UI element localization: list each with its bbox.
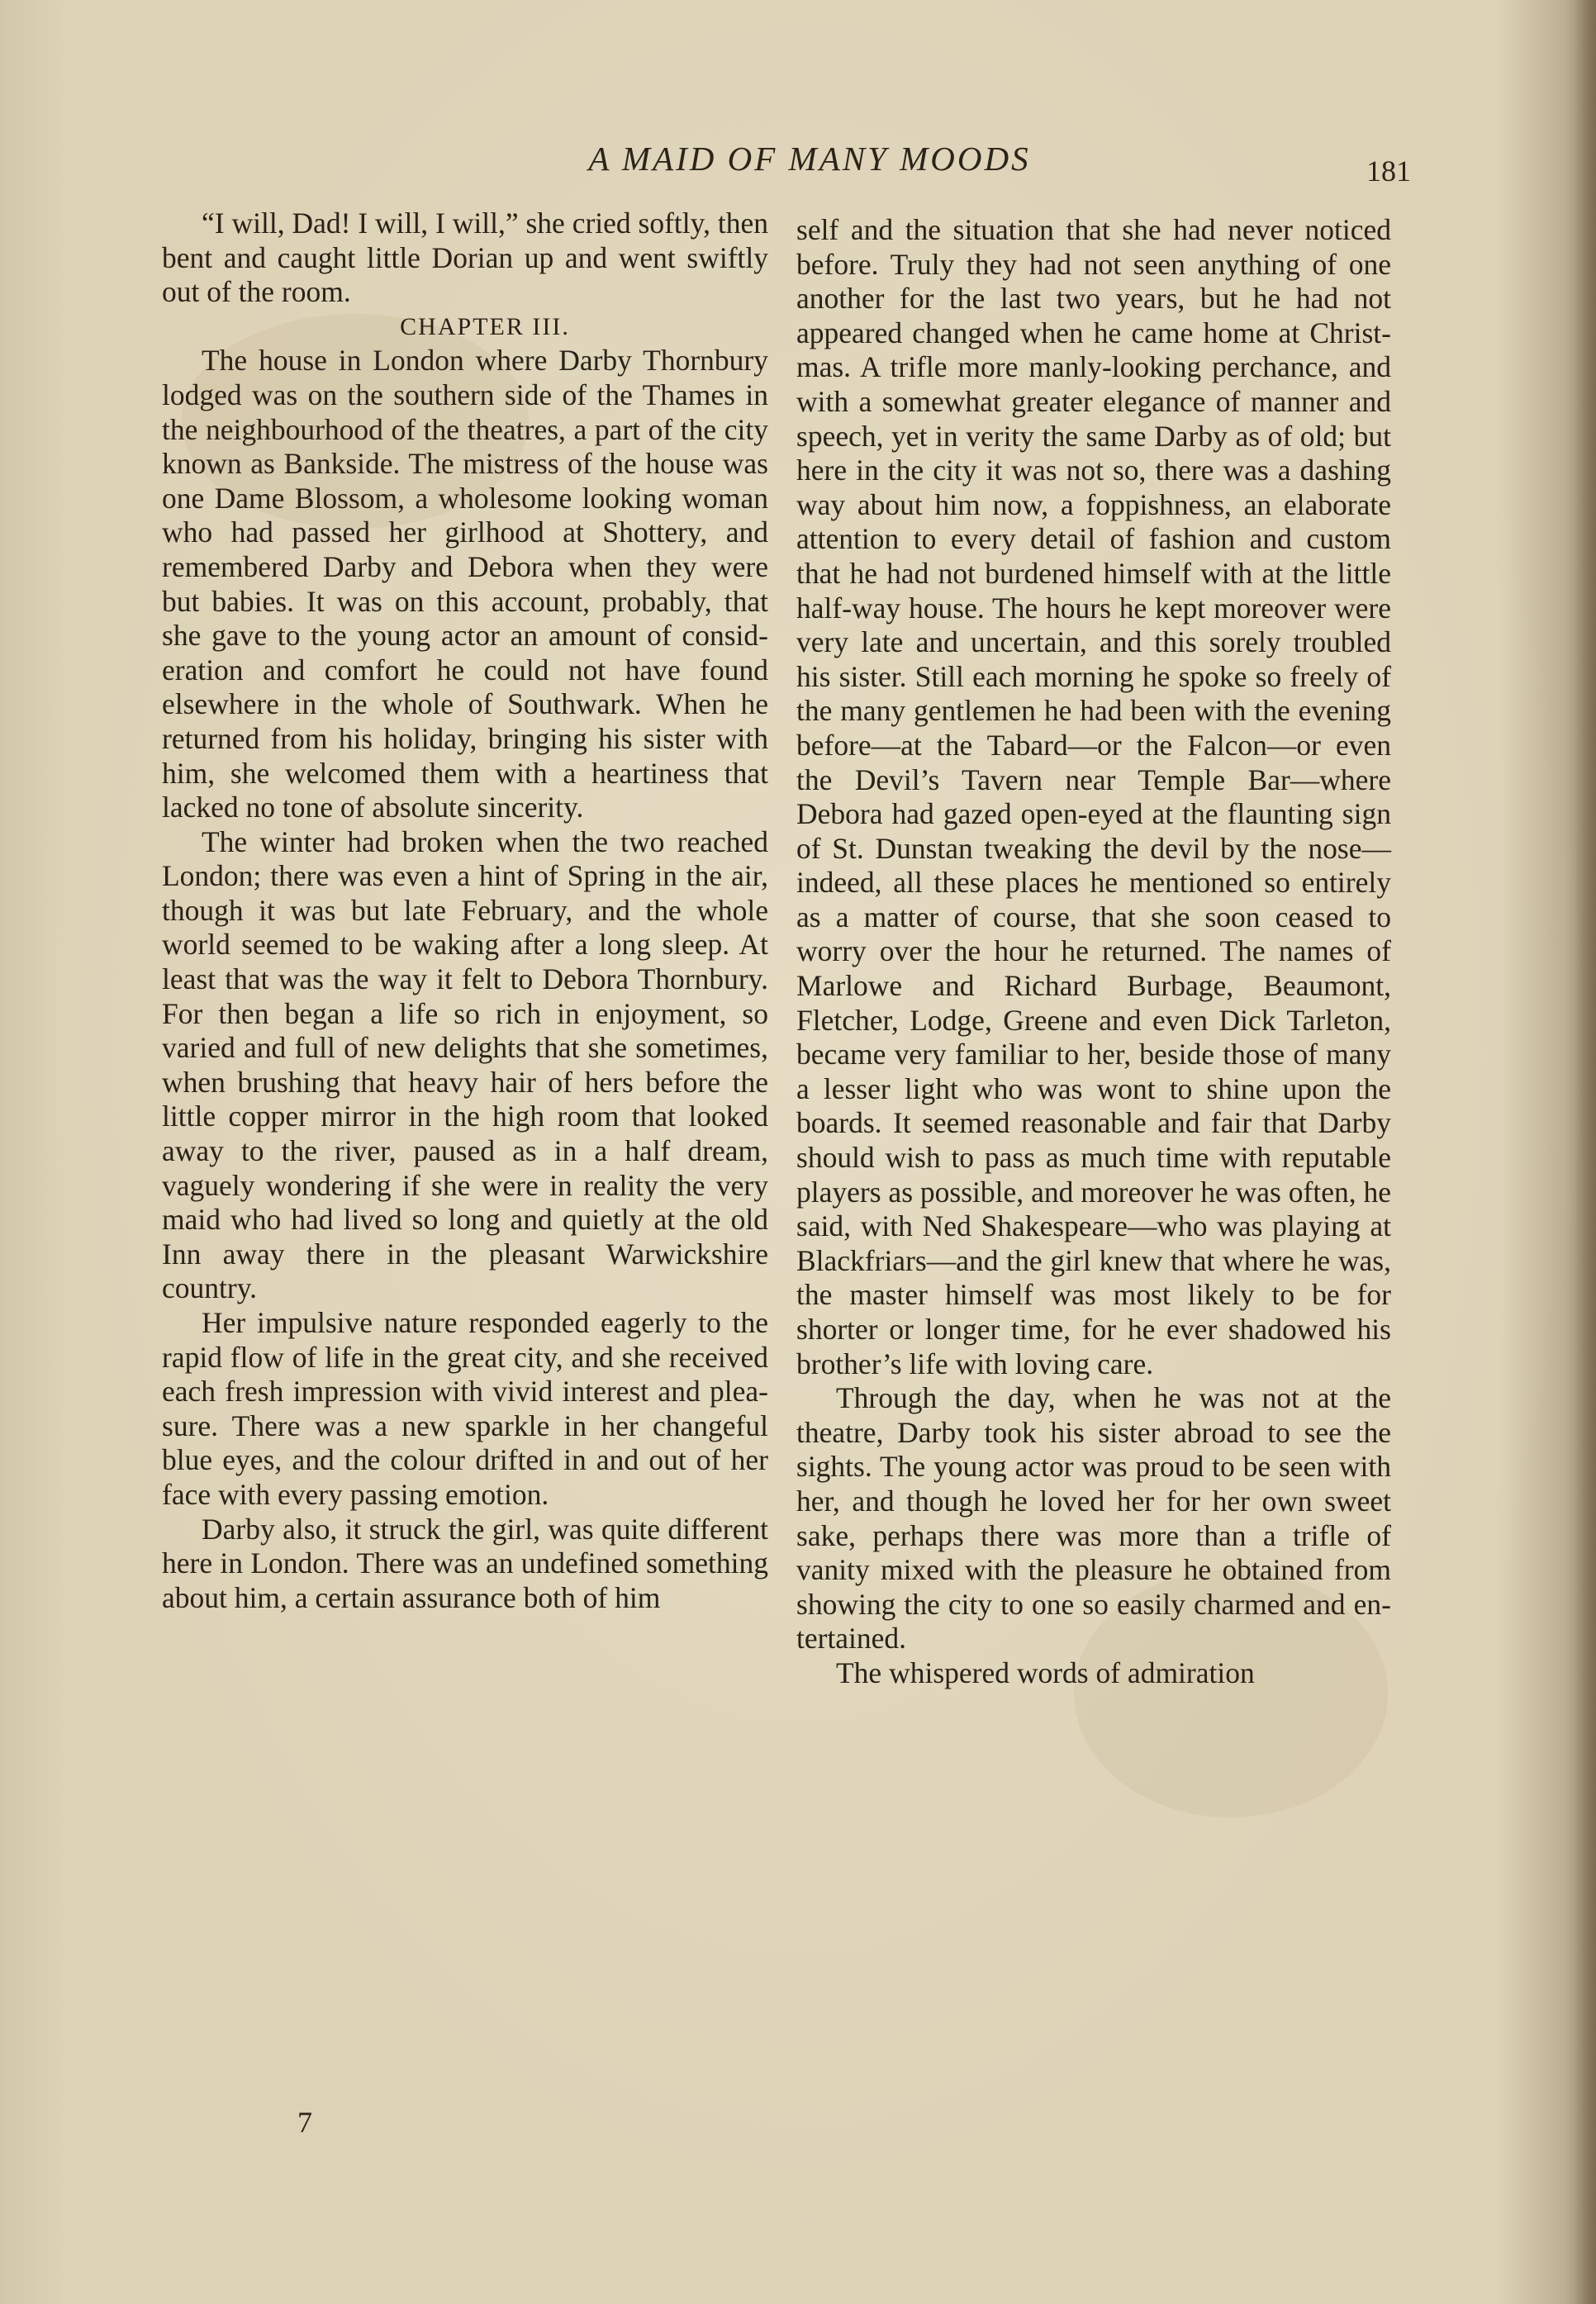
body-paragraph: The whispered words of admiration [836, 1656, 1255, 1689]
body-paragraph: Darby also, it struck the girl, was quite different here in London. There was an undefined something about him, a certain assurance both of him [162, 1512, 768, 1614]
body-paragraph: Her impulsive nature responded eagerly to the rapid flow of life in the great city, and she received each fresh impression with vivid interest and pleasure. There was a new sparkle in her changeful blue eyes, and the colour drifted in and out of her face with every passing emotion. [162, 1306, 768, 1511]
body-paragraph: Through the day, when he was not at the theatre, Darby took his sister abroad to see the sights. The young actor was proud to be seen with her, and though he loved her for her own sweet sake, perhaps there was more than a trifle of vanity mixed with the pleasure he obtained from showing the city to one so easily charmed and entertained. [796, 1381, 1391, 1656]
chapter-heading: CHAPTER III. [400, 312, 570, 340]
body-paragraph: self and the situation that she had never noticed before. Truly they had not seen anything of one another for the last two years, but he had not appeared changed when he came home at Christmas. A trifle more manly-looking perchance, and with a somewhat greater elegance of manner and speech, yet in verity the same Darby as of old; but here in the city it was not so, there was a dashing way about him now, a foppishness, an elaborate attention to every detail of fashion and custom that he had not burdened himself with at the little half-way house. The hours he kept moreover were very late and uncertain, and this sorely troubled his sister. Still each morning he spoke so freely of the many gentlemen he had been with the evening before—at the Tabard—or the Falcon—or even the Devil’s Tavern near Temple Bar—where Debora had gazed open-eyed at the flaunting sign of St. Dunstan tweaking the devil by the nose—indeed, all these places he mentioned so entirely as a matter of course, that she soon ceased to worry over the hour he returned. The names of Marlowe and Richard Burbage, Beaumont, Fletcher, Lodge, Greene and even Dick Tarleton, became very familiar to her, beside those of many a lesser light who was wont to shine upon the boards. It seemed reasonable and fair that Darby should wish to pass as much time with reputable players as possible, and moreover he was often, he said, with Ned Shakespeare—who was playing at Blackfriars—and the girl knew that where he was, the master himself was most likely to be for shorter or longer time, for he ever shadowed his brother’s life with loving care. [796, 213, 1391, 1380]
running-title: A MAID OF MANY MOODS [588, 140, 1031, 178]
right-column [796, 213, 1391, 1691]
body-paragraph: The house in London where Darby Thornbury lodged was on the southern side of the Thames in the neighbourhood of the theatres, a part of the city known as Bankside. The mistress of the house was one Dame Blossom, a wholesome looking woman who had passed her girlhood at Shottery, and remembered Darby and Debora when they were but babies. It was on this account, probably, that she gave to the young actor an amount of consideration and comfort he could not have found elsewhere in the whole of Southwark. When he returned from his holiday, bringing his sister with him, she welcomed them with a heartiness that lacked no tone of absolute sincerity. [162, 344, 768, 824]
page-edge-shadow [1575, 0, 1596, 2304]
left-column [162, 207, 768, 1615]
page-number: 181 [1366, 154, 1411, 188]
signature-mark: 7 [297, 2106, 312, 2139]
opening-paragraph: “I will, Dad! I will, I will,” she cried softly, then bent and caught little Dorian up and went swiftly out of the room. [162, 207, 768, 309]
body-paragraph: The winter had broken when the two reached London; there was even a hint of Spring in the air, though it was but late February, and the whole world seemed to be waking after a long sleep. At least that was the way it felt to Debora Thornbury. For then began a life so rich in enjoyment, so varied and full of new delights that she sometimes, when brushing that heavy hair of hers before the little copper mirror in the high room that looked away to the river, paused as in a half dream, vaguely wondering if she were in reality the very maid who had lived so long and quietly at the old Inn away there in the pleasant Warwickshire country. [162, 824, 768, 1305]
